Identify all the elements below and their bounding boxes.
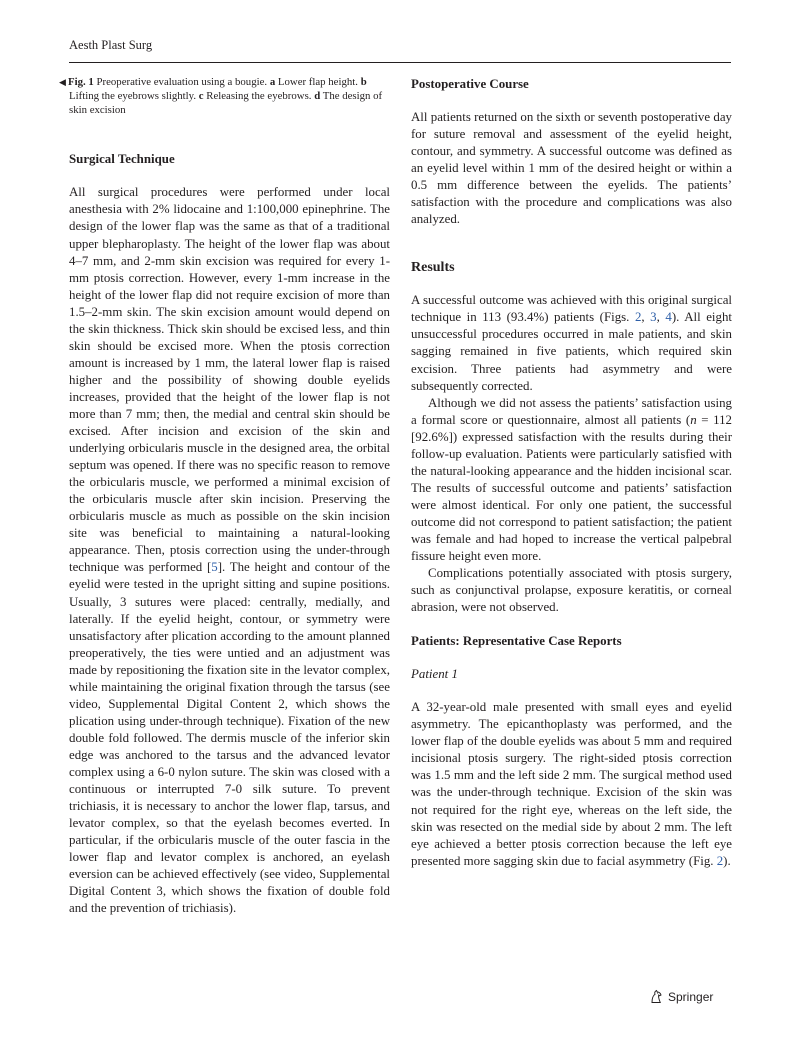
figure-link-4[interactable]: 4 <box>665 310 672 325</box>
springer-horse-icon <box>649 989 664 1004</box>
figure-link-2[interactable]: 2 <box>634 310 642 325</box>
figure-label: Fig. 1 <box>68 76 94 88</box>
figure-caption: ◀ Fig. 1 Preoperative evaluation using a bougie. a Lower flap height. b Lifting the eyebrows slightly. c Releasing the eyebrows. d The design of skin excision <box>59 76 383 116</box>
section-heading-results: Results <box>411 260 455 276</box>
running-header: Aesth Plast Surg <box>69 38 153 52</box>
subheading-patient-1: Patient 1 <box>411 667 458 682</box>
left-column <box>59 76 390 917</box>
section-heading-case-reports: Patients: Representative Case Reports <box>411 634 622 649</box>
case-report-paragraph: A 32-year-old male presented with small eyes and eyelid asymmetry. The epicanthoplasty was performed, and the lower flap of the double eyelids was about 5 mm and required incisional ptosis surgery. The right-sided ptosis correction was 1.5 mm and the left side 2 mm. The surgical method used was the under-through technique. Excision of the skin was not required for the right eye, whereas on the left side, the skin was resected on the medial side by about 2 mm. The left eye achieved a better ptosis correction because the left eye presented more sagging skin due to facial asymmetry (Fig. 2). <box>411 700 732 868</box>
results-paragraph-3: Complications potentially associated with ptosis surgery, such as conjunctival prolapse, exposure keratitis, or corneal abrasion, were not observed. <box>411 566 732 615</box>
results-paragraph-2: Although we did not assess the patients’ satisfaction using a formal score or questionnaire, almost all patients (n = 112 [92.6%]) expressed satisfaction with the results during their follow-up evaluation. Patients were particularly satisfied with the natural-looking appearance and the hidden incisional scar. The results of successful outcome and patients’ satisfaction were almost identical. For only one patient, the successful outcome did not correspond to patient satisfaction; the patient was female and had hoped to increase the vertical palpebral fissure height even more. <box>411 395 732 564</box>
publisher-footer <box>649 989 713 1004</box>
results-paragraph-1: A successful outcome was achieved with this original surgical technique in 113 (93.4%) patients (Figs. 2, 3, 4). All eight unsuccessful procedures occurred in male patients, and skin sagging remained in five patients, which required skin excision. Three patients had asymmetry and were subsequently corrected. <box>411 293 732 393</box>
section-heading-postoperative-course: Postoperative Course <box>411 77 529 91</box>
figure-link-2-case[interactable]: 2 <box>716 853 724 868</box>
header-rule <box>69 62 731 63</box>
section-heading-surgical-technique: Surgical Technique <box>69 152 175 167</box>
figure-link-3[interactable]: 3 <box>650 310 657 325</box>
postoperative-course-paragraph: All patients returned on the sixth or seventh postoperative day for suture removal and assessment of the eyelid height, contour, and symmetry. A successful outcome was defined as an eyelid level within 1 mm of the desired height or within a 0.5 mm difference between the eyelids. The patients’ satisfaction with the procedure and complications was also analyzed. <box>411 110 732 227</box>
publisher-name: Springer <box>668 989 714 1004</box>
surgical-technique-paragraph: All surgical procedures were performed under local anesthesia with 2% lidocaine and 1:100,000 epinephrine. The design of the lower flap was the same as that of a traditional upper blepharoplasty. The height of the lower flap was about 4–7 mm, and 2-mm skin excision was required for every 1-mm ptosis correction. However, every 1-mm increase in the height of the lower flap did not require excision of more than 1.5–2-mm skin. The skin excision amount would depend on the skin thickness. Thick skin should be excised less, and thin skin should be excised more. When the ptosis correction amount is increased by 1 mm, the lateral lower flap is raised higher and the possibility of showing double eyelids increases, provided that the height of the lower flap is not more than 7 mm; then, the medial and central skin should be excised. After incision and excision of the skin and underlying orbicularis muscle in the designed area, the orbital septum was opened. If there was no specific reason to remove the orbicularis muscle, we performed a minimal excision of the orbicularis muscle after skin incision. Preserving the orbicularis muscle as much as possible on the skin incision site was beneficial to maintaining a natural-looking appearance. Then, ptosis correction using the under-through technique was performed [5]. The height and contour of the eyelid were tested in the upright sitting and supine positions. Usually, 3 sutures were placed: centrally, medially, and laterally. If the eyelid height, contour, or symmetry were unsatisfactory after plication according to the amount planned preoperatively, the ties were untied and an adjustment was made by repositioning the fixation site in the levator complex, while maintaining the original fixation through the tarsus (see video, Supplemental Digital Content 2, which shows the plication using under-through technique). Fixation of the new double fold followed. The dermis muscle of the inferior skin edge was anchored to the tarsus and the advanced levator complex using a 6-0 nylon suture. The skin was closed with a continuous or interrupted 7-0 silk suture. To prevent trichiasis, it is necessary to anchor the lower flap, tarsus, and levator complex, so that the eyelash becomes everted. In particular, if the orbicularis muscle of the outer fascia in the lower flap and levator complex is anchored, an eyelash eversion can be achieved effectively (see video, Supplemental Digital Content 3, which shows the fixation of double fold and the prevention of trichiasis). <box>69 185 390 916</box>
right-column <box>411 76 732 870</box>
reference-link-5[interactable]: 5 <box>211 560 218 575</box>
triangle-left-icon: ◀ <box>59 77 66 87</box>
